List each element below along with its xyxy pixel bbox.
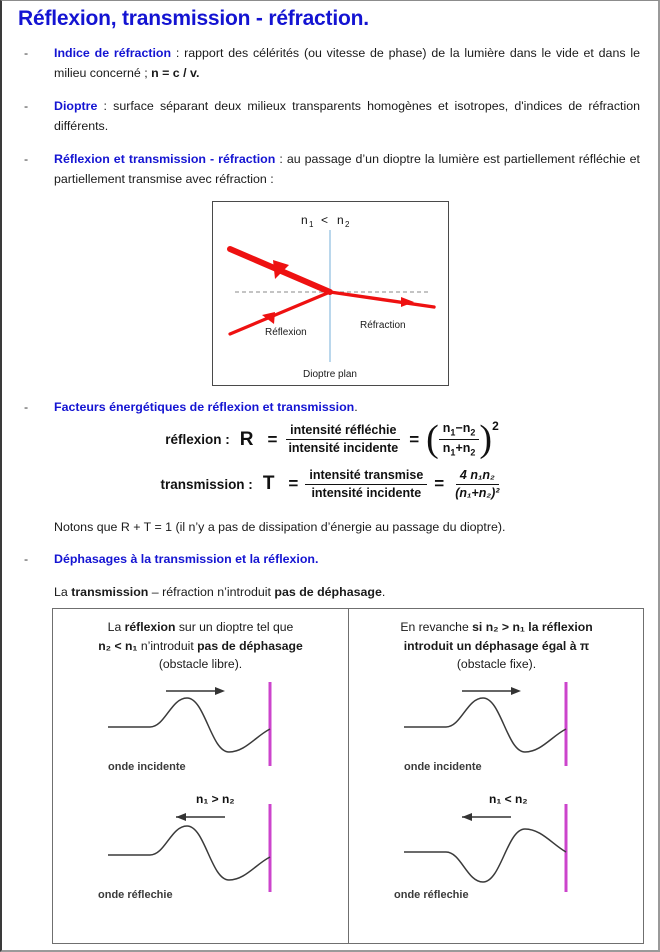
word-reflexion: réflexion xyxy=(124,620,176,634)
index-label-n2-subscript: 2 xyxy=(345,220,350,229)
direction-arrow-head-right xyxy=(215,687,225,695)
fraction-transmission-result xyxy=(451,468,503,501)
incident-waveform xyxy=(108,698,270,752)
bullet-dash: - xyxy=(24,46,29,60)
equals-sign-2: = xyxy=(434,474,445,494)
reflected-arrowhead xyxy=(262,312,275,324)
panel-left-heading-line1: La réflexion sur un dioptre tel que xyxy=(107,620,294,634)
direction-arrow-head-left xyxy=(462,813,472,821)
panel-left-heading-line3: (obstacle libre). xyxy=(158,657,243,672)
section-energetic-factors xyxy=(2,397,660,417)
definitions-list xyxy=(2,43,660,203)
formula-block xyxy=(2,417,660,511)
formula-variable-T: T xyxy=(262,473,275,495)
panel-right-heading-line3: (obstacle fixe). xyxy=(456,657,537,672)
list-item xyxy=(2,96,660,136)
bullet-dash: - xyxy=(24,552,29,567)
panel-left-heading xyxy=(53,609,348,674)
parenthesized-ratio xyxy=(426,417,499,460)
word-transmission: transmission xyxy=(71,585,149,600)
fraction-denominator: (n₁+n₂)² xyxy=(455,485,500,500)
formula-n-equals-c-over-v: n = c / v. xyxy=(151,66,200,81)
formula-label-reflexion: réflexion : xyxy=(165,432,230,448)
right-reflected-wave-block xyxy=(349,792,644,909)
panel-right-heading-line1: En revanche si n₂ > n₁ la réflexion xyxy=(400,620,593,634)
fraction-numerator: 4 n₁n₂ xyxy=(456,468,499,485)
heading-facteurs-energetiques: Facteurs énergétiques de réflexion et transmission xyxy=(54,400,355,414)
right-incident-caption: onde incidente xyxy=(404,760,482,773)
reflected-waveform xyxy=(108,826,270,880)
panel-pi-phase-shift xyxy=(349,609,644,943)
fraction-intensities-R xyxy=(284,423,402,456)
formula-variable-R: R xyxy=(239,428,254,450)
equals-sign-2: = xyxy=(409,429,420,449)
left-incident-caption: onde incidente xyxy=(108,760,186,773)
definition-text: rapport des célérités (ou vitesse de phase) de la lumière dans le vide et dans le milieu concerné ; xyxy=(54,46,640,81)
equals-sign-1: = xyxy=(267,429,278,449)
left-index-comparison: n₁ > n₂ xyxy=(196,792,235,806)
formula-reflexion xyxy=(2,417,660,460)
panel-right-heading xyxy=(349,609,644,674)
left-incident-wave-block xyxy=(53,674,348,784)
right-incident-wave-svg xyxy=(349,674,644,779)
transmission-statement: La transmission – réfraction n’introduit pas de déphasage. xyxy=(54,585,386,600)
fraction-denominator: intensité incidente xyxy=(311,485,422,500)
optics-diagram-svg xyxy=(213,202,448,385)
fraction-numerator: intensité réfléchie xyxy=(286,423,400,440)
bullet-dash: - xyxy=(24,152,29,167)
right-reflected-wave-svg xyxy=(349,792,644,904)
fraction-denominator: intensité incidente xyxy=(288,441,399,456)
fraction-intensities-T xyxy=(305,468,427,501)
equals-sign-1: = xyxy=(288,474,299,494)
fraction-index-ratio xyxy=(439,421,480,458)
term-separator: : xyxy=(275,152,287,167)
left-reflected-wave-block xyxy=(53,792,348,909)
reflected-waveform-inverted xyxy=(404,829,566,882)
list-item xyxy=(2,43,660,83)
heading-dephasages: Déphasages à la transmission et la réflexion. xyxy=(54,552,319,567)
index-comparison-operator: < xyxy=(321,213,329,227)
definition-text: au passage d’un dioptre la lumière est partiellement réfléchie et partiellement transmise avec réfraction : xyxy=(54,152,640,187)
right-reflected-caption: onde réflechie xyxy=(394,888,469,901)
phrase-pas-de-dephasage: pas de déphasage xyxy=(274,585,382,600)
fraction-numerator: $n_1-n_2$ xyxy=(439,421,480,440)
formula-label-transmission: transmission : xyxy=(160,476,253,492)
dioptre-plan-label: Dioptre plan xyxy=(303,369,357,380)
list-item xyxy=(2,149,660,189)
term-reflexion-transmission-refraction: Réflexion et transmission - réfraction xyxy=(54,152,276,167)
dephasage-comparison-box xyxy=(52,608,644,944)
phrase-pas-de-dephasage: pas de déphasage xyxy=(197,638,303,653)
definition-text: surface séparant deux milieux transparents homogènes et isotropes, d'indices de réfraction différents. xyxy=(54,99,640,134)
direction-arrow-head-right xyxy=(511,687,521,695)
page-title: Réflexion, transmission - réfraction. xyxy=(18,7,369,30)
direction-arrow-head-left xyxy=(176,813,186,821)
condition-n2-gt-n1: si n₂ > n₁ la réflexion xyxy=(472,620,593,634)
notes-block xyxy=(2,517,660,614)
term-separator: : xyxy=(97,99,114,114)
bullet-dash: - xyxy=(24,99,29,114)
condition-n2-lt-n1: n₂ < n₁ xyxy=(98,638,138,653)
fraction-denominator: $n_1+n_2$ xyxy=(442,441,476,458)
left-incident-wave-svg xyxy=(53,674,348,779)
bullet-dash: - xyxy=(24,400,29,414)
term-indice-de-refraction: Indice de réfraction xyxy=(54,46,172,60)
index-label-n2: n xyxy=(337,213,344,227)
list-item xyxy=(2,397,660,417)
exponent-two: 2 xyxy=(492,419,499,433)
incident-waveform xyxy=(404,698,566,752)
left-parenthesis: ( xyxy=(426,417,439,460)
right-parenthesis: ) xyxy=(479,417,493,460)
panel-right-heading-line2: introduit un déphasage égal à π xyxy=(403,638,590,653)
optics-diagram xyxy=(212,201,449,386)
panel-no-phase-shift xyxy=(53,609,349,943)
list-item xyxy=(2,549,660,569)
panel-left-heading-line2: n₂ < n₁ n’introduit pas de déphasage xyxy=(98,638,303,653)
term-separator: : xyxy=(171,46,185,60)
fraction-numerator: intensité transmise xyxy=(305,468,427,485)
left-reflected-wave-svg xyxy=(53,792,348,904)
formula-transmission xyxy=(2,468,660,501)
heading-period: . xyxy=(354,400,358,414)
right-incident-wave-block xyxy=(349,674,644,784)
reflexion-label: Réflexion xyxy=(265,327,307,338)
term-dioptre: Dioptre xyxy=(54,99,98,114)
left-reflected-caption: onde réflechie xyxy=(98,888,173,901)
refracted-ray xyxy=(330,292,434,307)
right-index-comparison: n₁ < n₂ xyxy=(489,792,528,806)
index-label-n1: n xyxy=(301,213,308,227)
note-energy-conservation: Notons que R + T = 1 (il n’y a pas de dissipation d’énergie au passage du dioptre). xyxy=(54,520,506,534)
refraction-label: Réfraction xyxy=(360,320,406,331)
index-label-n1-subscript: 1 xyxy=(309,220,314,229)
